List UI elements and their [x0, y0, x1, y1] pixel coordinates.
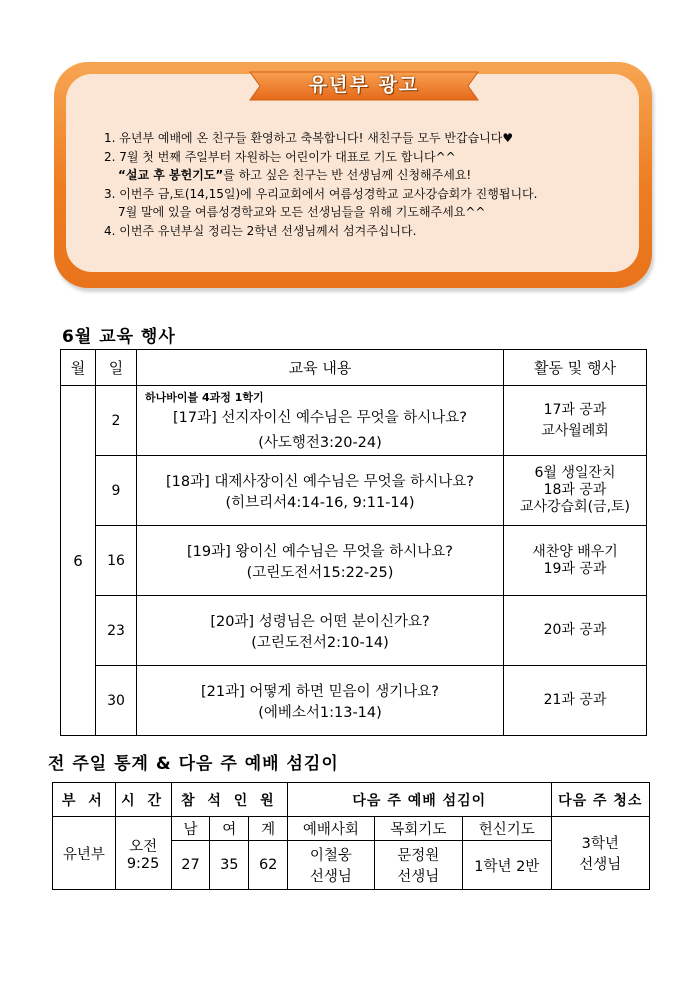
sub-female: 여 — [210, 817, 249, 841]
female-count: 35 — [210, 841, 249, 890]
lesson-reference: (에베소서1:13-14) — [258, 704, 382, 721]
day-cell: 2 — [96, 386, 137, 456]
notice-item-3: 3. 이번주 금,토(14,15일)에 우리교회에서 여름성경학교 교사강습회가 진행됩니다. — [104, 186, 538, 201]
lesson-cell — [137, 596, 504, 666]
stats-subheader-row — [53, 817, 650, 841]
cleaning-line: 3학년 — [581, 836, 619, 852]
header-month: 월 — [61, 350, 96, 386]
notice-inner — [66, 74, 639, 272]
lesson-reference: (고린도전서2:10-14) — [251, 634, 389, 651]
cleaning-cell — [551, 817, 649, 890]
notice-item-1-text: 1. 유년부 예배에 온 친구들 환영하고 축복합니다! 새친구들 모두 반갑습니다 — [104, 131, 503, 145]
lesson-cell — [137, 456, 504, 526]
prayer-cell — [374, 841, 462, 890]
activity-cell — [504, 596, 647, 666]
leader-cell — [288, 841, 374, 890]
lesson-cell — [137, 666, 504, 736]
time-ampm: 오전 — [129, 838, 158, 855]
lesson-title: [19과] 왕이신 예수님은 무엇을 하시나요? — [186, 543, 453, 560]
lesson-cell — [137, 526, 504, 596]
header-servers: 다음 주 예배 섬김이 — [288, 783, 551, 817]
male-count: 27 — [171, 841, 210, 890]
activity-line: 19과 공과 — [543, 560, 607, 577]
notice-title: 유년부 광고 — [308, 74, 420, 96]
activity-line: 새찬양 배우기 — [532, 543, 618, 560]
activity-line: 교사강습회(금,토) — [519, 499, 631, 515]
table-row — [61, 666, 647, 736]
table-row — [61, 596, 647, 666]
sub-prayer: 목회기도 — [374, 817, 462, 841]
header-day: 일 — [96, 350, 137, 386]
notice-item-2-detail — [104, 166, 644, 185]
lesson-title: [20과] 성령님은 어떤 분이신가요? — [210, 613, 430, 630]
day-cell: 9 — [96, 456, 137, 526]
activity-line: 교사월례회 — [541, 422, 609, 439]
activity-cell — [504, 526, 647, 596]
activity-line: 6월 생일잔치 — [534, 465, 616, 481]
stats-title: 전 주일 통계 & 다음 주 예배 섬김이 — [48, 754, 339, 774]
notice-box — [54, 62, 652, 288]
activity-cell — [504, 666, 647, 736]
schedule-header-row — [61, 350, 647, 386]
notice-item-1 — [104, 129, 644, 148]
notice-item-2-rest: 를 하고 싶은 친구는 반 선생님께 신청해주세요! — [223, 168, 472, 182]
sub-male: 남 — [171, 817, 210, 841]
notice-bold-text: “설교 후 봉헌기도” — [118, 168, 224, 182]
lesson-cell — [137, 386, 504, 456]
table-row — [61, 456, 647, 526]
header-attendance: 참 석 인 원 — [171, 783, 288, 817]
heart-icon: ♥ — [502, 131, 514, 145]
schedule-table — [60, 349, 647, 736]
cleaning-line: 선생님 — [579, 857, 622, 873]
dept-cell: 유년부 — [53, 817, 116, 890]
time-value: 9:25 — [126, 855, 160, 872]
day-cell: 16 — [96, 526, 137, 596]
day-cell: 30 — [96, 666, 137, 736]
notice-list — [104, 129, 644, 240]
activity-cell — [504, 456, 647, 526]
header-cleaning: 다음 주 청소 — [551, 783, 649, 817]
day-cell: 23 — [96, 596, 137, 666]
course-note: 하나바이블 4과정 1학기 — [145, 391, 264, 404]
notice-item-4: 4. 이번주 유년부실 정리는 2학년 선생님께서 섬겨주십니다. — [104, 223, 417, 238]
prayer-title: 선생님 — [397, 869, 440, 885]
offering-cell: 1학년 2반 — [463, 841, 551, 890]
activity-cell — [504, 386, 647, 456]
stats-table — [52, 782, 650, 890]
table-row — [61, 526, 647, 596]
table-row — [61, 386, 647, 456]
month-cell: 6 — [61, 386, 96, 736]
header-content: 교육 내용 — [137, 350, 504, 386]
lesson-title: [17과] 선지자이신 예수님은 무엇을 하시나요? — [172, 410, 467, 426]
activity-line: 20과 공과 — [543, 622, 607, 638]
schedule-title: 6월 교육 행사 — [62, 327, 176, 347]
sub-leader: 예배사회 — [288, 817, 374, 841]
header-activity: 활동 및 행사 — [504, 350, 647, 386]
header-time: 시 간 — [115, 783, 171, 817]
header-dept: 부 서 — [53, 783, 116, 817]
leader-title: 선생님 — [309, 869, 352, 885]
stats-header-row — [53, 783, 650, 817]
notice-item-2: 2. 7월 첫 번째 주일부터 자원하는 어린이가 대표로 기도 합니다^^ — [104, 149, 456, 164]
sub-total: 계 — [249, 817, 288, 841]
activity-line: 17과 공과 — [543, 401, 607, 418]
time-cell — [115, 817, 171, 890]
lesson-reference: (히브리서4:14-16, 9:11-14) — [225, 494, 415, 511]
lesson-title: [21과] 어떻게 하면 믿음이 생기나요? — [201, 683, 439, 700]
prayer-name: 문정원 — [397, 848, 440, 864]
lesson-title: [18과] 대제사장이신 예수님은 무엇을 하시나요? — [165, 473, 475, 490]
notice-item-3-detail: 7월 말에 있을 여름성경학교와 모든 선생님들을 위해 기도해주세요^^ — [118, 205, 486, 219]
leader-name: 이철웅 — [309, 848, 352, 864]
activity-line: 21과 공과 — [543, 692, 607, 708]
sub-offering: 헌신기도 — [463, 817, 551, 841]
total-count: 62 — [249, 841, 288, 890]
activity-line: 18과 공과 — [543, 482, 607, 498]
notice-banner — [248, 66, 480, 102]
lesson-reference: (고린도전서15:22-25) — [246, 564, 394, 581]
lesson-reference: (사도행전3:20-24) — [258, 435, 382, 451]
